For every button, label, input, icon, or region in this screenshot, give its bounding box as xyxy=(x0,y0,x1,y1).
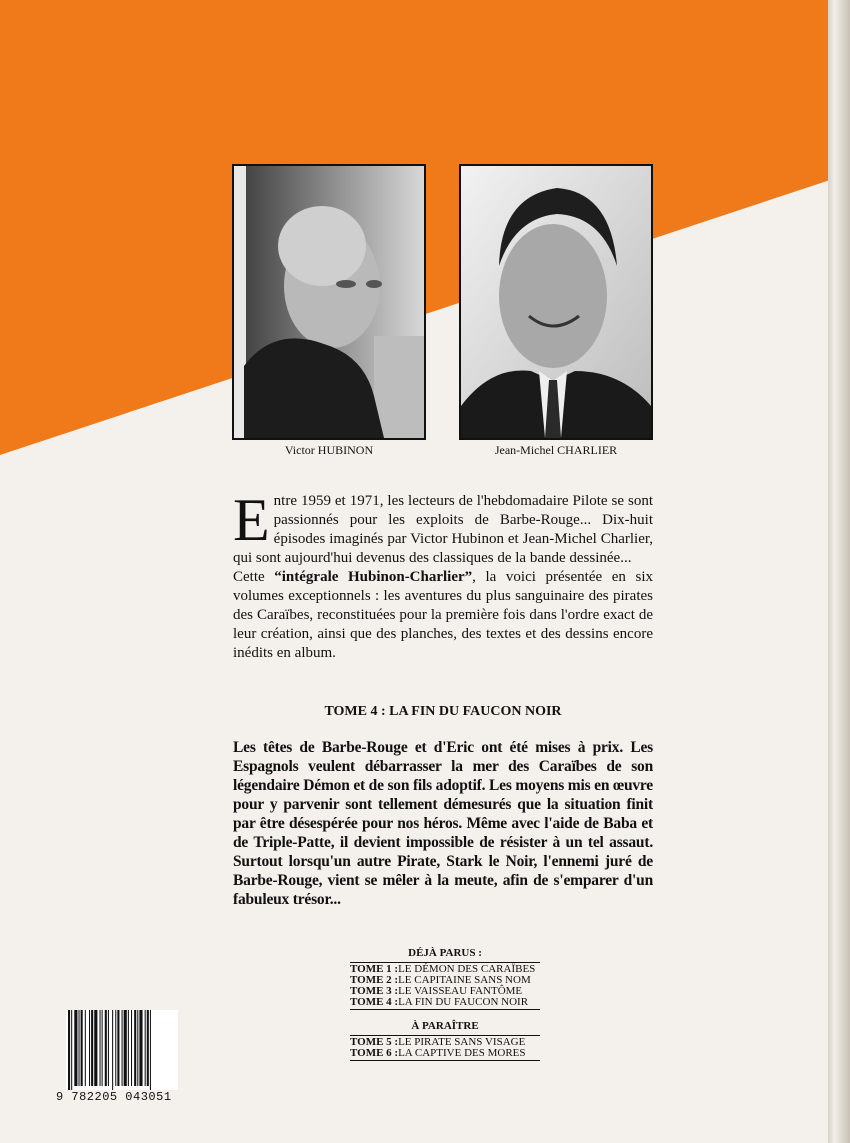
barcode-bar xyxy=(131,1010,132,1086)
barcode-bar xyxy=(89,1010,90,1086)
barcode-bar xyxy=(122,1010,123,1086)
barcode-bar xyxy=(124,1010,127,1086)
intro-text xyxy=(233,487,653,663)
barcode-bar xyxy=(134,1010,136,1086)
barcode-bar xyxy=(91,1010,93,1086)
barcode-bar xyxy=(137,1010,138,1086)
barcode-bar xyxy=(102,1010,103,1086)
barcode-bar xyxy=(115,1010,116,1086)
barcode-bar xyxy=(128,1010,129,1086)
barcode-bar xyxy=(71,1010,72,1090)
barcode xyxy=(66,1010,178,1090)
tome-summary: Les têtes de Barbe-Rouge et d'Eric ont été mises à prix. Les Espagnols veulent débarrasser la mer des Caraïbes de son légendaire Démon et de son fils adoptif. Les moyens mis en œuvre pour y parvenir sont tellement démesurés que la situation finit par être désespérée pour nos héros. Même avec l'aide de Baba et de Triple-Patte, il devient impossible de résister à un tel assaut. Surtout lorsqu'un autre Pirate, Stark le Noir, l'ennemi juré de Barbe-Rouge, vient se mêler à la meute, afin de s'emparer d'un fabuleux trésor... xyxy=(233,739,653,908)
list-item: TOME 2 :LE CAPITAINE SANS NOM xyxy=(350,974,531,986)
list-item: TOME 6 :LA CAPTIVE DES MORES xyxy=(350,1047,526,1059)
barcode-bar xyxy=(117,1010,119,1086)
barcode-bar xyxy=(94,1010,97,1086)
caption-victor-hubinon: Victor HUBINON xyxy=(284,443,374,457)
list-item: TOME 4 :LA FIN DU FAUCON NOIR xyxy=(350,996,529,1008)
barcode-bar xyxy=(81,1010,83,1086)
intro-paragraph-2-prefix: Cette xyxy=(233,569,275,585)
intro-paragraph-2-rest: , la voici présentée en six volumes exceptionnels : les aventures du plus sanguinaire des pirates des Caraïbes, reconstituées pour la première fois dans l'ordre exact de leur création, ainsi que des planches, des textes et des dessins encore inédits en album. xyxy=(233,569,653,661)
caption-jean-michel-charlier: Jean-Michel CHARLIER xyxy=(494,443,618,457)
intro-paragraph-1: ntre 1959 et 1971, les lecteurs de l'hebdomadaire Pilote se sont passionnés pour les exploits de Barbe-Rouge... Dix-huit épisodes imaginés par Victor Hubinon et Jean-Michel Charlier, qui sont aujourd'hui devenus des classiques de la bande dessinée... xyxy=(233,493,653,566)
barcode-bar xyxy=(147,1010,149,1086)
barcode-bar xyxy=(85,1010,86,1086)
intro-integrale-title: “intégrale Hubinon-Charlier” xyxy=(274,569,473,585)
tome-title: TOME 4 : LA FIN DU FAUCON NOIR xyxy=(324,704,562,719)
list-item: TOME 5 :LE PIRATE SANS VISAGE xyxy=(350,1036,526,1048)
a-paraitre-list xyxy=(350,1035,540,1061)
barcode-bar xyxy=(100,1010,101,1086)
barcode-bar xyxy=(139,1010,142,1086)
deja-parus-list xyxy=(350,962,540,1010)
book-spine-edge xyxy=(828,0,850,1143)
photo-victor-hubinon xyxy=(232,164,426,440)
barcode-bar xyxy=(74,1010,77,1086)
barcode-bar xyxy=(150,1010,151,1090)
barcode-bar xyxy=(108,1010,109,1086)
barcode-digits: 9 782205 043051 xyxy=(56,1090,172,1104)
barcode-bar xyxy=(68,1010,70,1090)
list-item: TOME 1 :LE DÉMON DES CARAÏBES xyxy=(350,963,536,975)
deja-parus-heading: DÉJÀ PARUS : xyxy=(408,947,482,959)
drop-cap: E xyxy=(233,487,270,553)
a-paraitre-heading: À PARAÎTRE xyxy=(411,1020,479,1032)
barcode-bar xyxy=(105,1010,107,1086)
barcode-bar xyxy=(79,1010,80,1086)
photo-jean-michel-charlier xyxy=(459,164,653,440)
barcode-bar xyxy=(112,1010,113,1090)
list-item: TOME 3 :LE VAISSEAU FANTÔME xyxy=(350,985,523,997)
barcode-bar xyxy=(145,1010,146,1086)
